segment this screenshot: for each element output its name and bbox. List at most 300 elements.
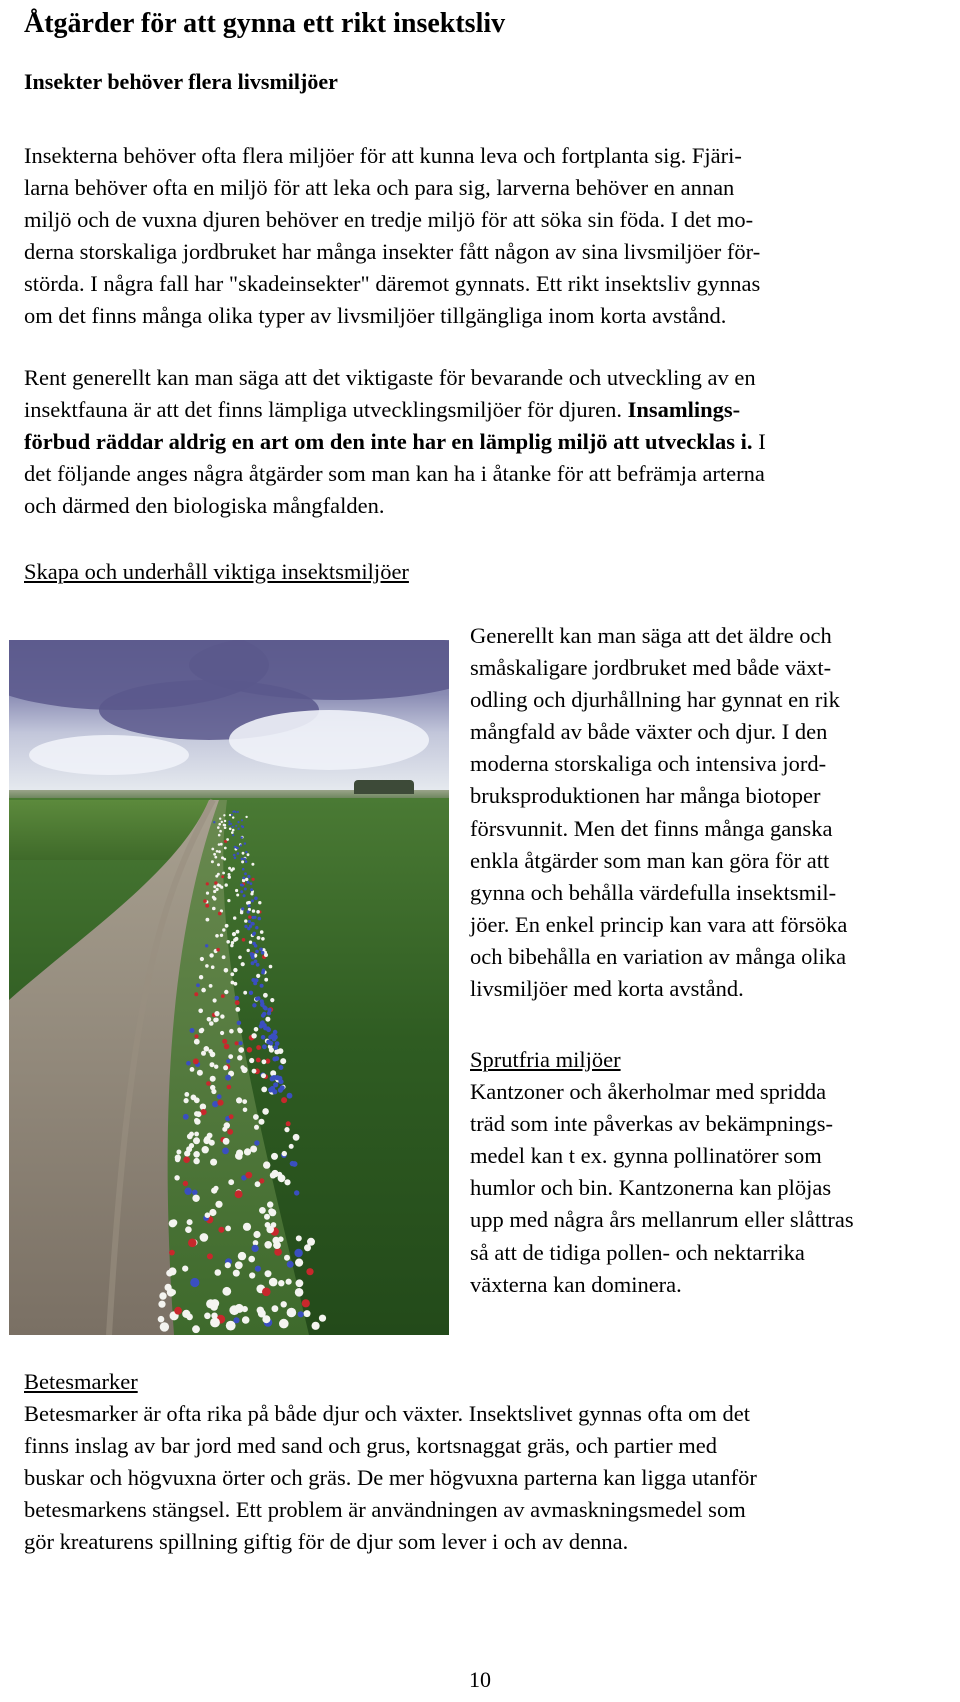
- photo-flower: [216, 948, 220, 952]
- photo-flower: [234, 996, 239, 1001]
- photo-flower: [272, 1305, 279, 1312]
- photo-flower: [281, 1097, 287, 1103]
- right-column-line: enkla åtgärder som man kan göra för att: [470, 847, 830, 873]
- photo-flower: [194, 1097, 200, 1103]
- photo-flower: [214, 881, 217, 884]
- photo-flower: [227, 1129, 233, 1135]
- photo-flower: [200, 1233, 209, 1242]
- emphasis-text: förbud räddar aldrig en art om den inte har en lämplig miljö att utvecklas i.: [24, 429, 753, 455]
- photo-flower: [228, 1054, 233, 1059]
- photo-road-and-flowers: [9, 640, 449, 1335]
- photo-flower: [205, 1212, 211, 1218]
- photo-flower: [274, 1248, 282, 1256]
- photo-flower: [235, 1304, 244, 1313]
- photo-flower: [306, 1268, 313, 1275]
- photo-flower: [256, 1058, 261, 1063]
- photo-flower: [251, 961, 255, 965]
- photo-flower: [264, 978, 268, 982]
- photo-flower: [240, 844, 242, 846]
- photo-flower: [220, 1014, 224, 1018]
- photo-flower: [219, 818, 221, 820]
- photo-flower: [267, 1201, 273, 1207]
- photo-flower: [207, 1253, 213, 1259]
- photo-flower: [250, 888, 253, 891]
- photo-flower: [224, 824, 226, 826]
- photo-flower: [234, 857, 237, 860]
- photo-flower: [218, 834, 221, 837]
- photo-flower: [197, 1070, 203, 1076]
- photo-flower: [160, 1322, 169, 1331]
- intro-line: larna behöver ofta en miljö för att leka och para sig, larverna behöver en annan: [24, 175, 735, 201]
- photo-flower: [230, 823, 232, 825]
- photo-flower: [259, 948, 263, 952]
- photo-flower: [184, 1092, 189, 1097]
- sprutfria-line: träd som inte påverkas av bekämpnings-: [470, 1111, 834, 1137]
- photo-flower: [222, 1039, 227, 1044]
- photo-flower: [183, 1114, 189, 1120]
- photo-flower: [249, 1272, 255, 1278]
- photo-flower: [260, 930, 264, 934]
- photo-flower: [249, 1058, 254, 1063]
- photo-flower: [289, 1144, 294, 1149]
- photo-flower: [219, 830, 222, 833]
- photo-flower: [204, 1313, 211, 1320]
- section-subtitle: Insekter behöver flera livsmiljöer: [24, 69, 338, 94]
- sprutfria-line: upp med några års mellanrum eller slåttras: [470, 1207, 854, 1233]
- photo-flower: [252, 1069, 257, 1074]
- page-number: 10: [469, 1667, 491, 1692]
- photo-flower: [243, 1223, 251, 1231]
- photo-flower: [298, 1311, 304, 1317]
- right-column-line: jöer. En enkel princip kan vara att försöka: [470, 911, 848, 937]
- general-text: insektfauna är att det finns lämpliga utvecklingsmiljöer för djuren.: [24, 397, 628, 423]
- photo-flower: [256, 910, 260, 914]
- photo-flower: [218, 843, 221, 846]
- photo-flower: [238, 828, 240, 830]
- photo-flower: [254, 897, 258, 901]
- photo-flower: [223, 1138, 230, 1145]
- photo-flower: [242, 852, 245, 855]
- betesmarker-line: betesmarkens stängsel. Ett problem är användningen av avmaskningsmedel som: [24, 1497, 746, 1523]
- photo-flower: [217, 1100, 223, 1106]
- photo-flower: [241, 858, 244, 861]
- photo-flower: [201, 988, 206, 993]
- right-column-paragraph: [470, 620, 950, 1005]
- photo-flower: [240, 884, 243, 887]
- photo-flower: [215, 1201, 222, 1208]
- photo-flower: [237, 811, 239, 813]
- photo-flower: [228, 867, 231, 870]
- photo-flower: [254, 1140, 259, 1145]
- photo-flower: [169, 1250, 175, 1256]
- photo-flower: [244, 1148, 251, 1155]
- photo-flower: [264, 953, 268, 957]
- photo-flower: [263, 1161, 270, 1168]
- photo-flower: [228, 876, 231, 879]
- photo-flower: [194, 1034, 198, 1038]
- photo-flower: [233, 1270, 240, 1277]
- photo-flower: [213, 897, 217, 901]
- photo-flower: [217, 873, 220, 876]
- photo-flower: [304, 1244, 311, 1251]
- photo-flower: [255, 950, 259, 954]
- photo-flower: [232, 829, 235, 832]
- photo-flower: [243, 991, 247, 995]
- photo-flower: [210, 1062, 215, 1067]
- photo-flower: [261, 1087, 267, 1093]
- general-line: det följande anges några åtgärder som man kan ha i åtanke för att befrämja arterna: [24, 461, 765, 487]
- photo-flower: [312, 1322, 320, 1330]
- photo-flower: [267, 1011, 271, 1015]
- photo-flower: [235, 1041, 239, 1045]
- photo-flower: [293, 1134, 300, 1141]
- photo-flower: [241, 907, 244, 910]
- photo-flower: [257, 936, 261, 940]
- photo-flower: [243, 894, 246, 897]
- photo-flower: [260, 1002, 264, 1006]
- photo-flower: [237, 847, 239, 849]
- photo-flower: [225, 1262, 231, 1268]
- photo-flower: [260, 1020, 264, 1024]
- photo-flower: [287, 1261, 294, 1268]
- section-heading: Skapa och underhåll viktiga insektsmiljöer: [24, 559, 409, 584]
- photo-flower: [272, 1057, 277, 1062]
- right-column-line: bruksproduktionen har många biotoper: [470, 783, 821, 809]
- sprutfria-line: växterna kan dominera.: [470, 1271, 682, 1297]
- photo-flower: [225, 924, 229, 928]
- general-line: Rent generellt kan man säga att det viktigaste för bevarande och utveckling av en: [24, 365, 756, 390]
- photo-flower: [221, 875, 224, 878]
- right-column-line: mångfald av både växter och djur. I den: [470, 719, 828, 745]
- photo-flower: [252, 909, 255, 912]
- photo-flower: [247, 853, 250, 856]
- photo-flower: [235, 1007, 240, 1012]
- photo-flower: [230, 944, 233, 947]
- photo-flower: [236, 930, 240, 934]
- photo-flower: [205, 964, 209, 968]
- photo-flower: [266, 1026, 271, 1031]
- photo-flower: [284, 1127, 289, 1132]
- photo-flower: [214, 856, 217, 859]
- photo-flower: [208, 1049, 213, 1054]
- right-column-line: gynna och behålla värdefulla insektsmil-: [470, 879, 837, 905]
- photo-flower: [242, 879, 245, 882]
- photo-flower: [238, 956, 242, 960]
- photo-flower: [186, 1146, 192, 1152]
- photo-flower: [241, 836, 243, 838]
- photo-flower: [287, 1093, 293, 1099]
- photo-flower: [217, 1094, 222, 1099]
- photo-flower: [210, 1085, 215, 1090]
- photo-flower: [258, 901, 261, 904]
- photo-flower: [242, 868, 245, 871]
- photo-flower: [224, 1044, 230, 1050]
- photo-flower: [225, 883, 228, 886]
- photo-flower: [279, 1319, 289, 1329]
- photo-flower: [224, 840, 227, 843]
- photo-flower: [241, 819, 243, 821]
- photo-flower: [200, 957, 204, 961]
- right-column-line: och bibehålla en variation av många olika: [470, 943, 847, 969]
- photo-flower: [243, 877, 246, 880]
- photo-flower: [213, 998, 217, 1002]
- photo-flower: [248, 904, 251, 907]
- photo-flower: [223, 1065, 228, 1070]
- photo-flower: [176, 1150, 181, 1155]
- photo-flower: [190, 1028, 195, 1033]
- photo-flower: [194, 1132, 199, 1137]
- photo-flower: [222, 1287, 231, 1296]
- photo-flower: [251, 899, 254, 902]
- betesmarker-line: finns inslag av bar jord med sand och grus, kortsnaggat gräs, och partier med: [24, 1433, 717, 1459]
- photo-flower: [282, 1151, 287, 1156]
- sprutfria-line: så att de tidiga pollen- och nektarrika: [470, 1239, 805, 1265]
- photo-flower: [216, 888, 219, 891]
- photo-flower: [229, 1114, 234, 1119]
- photo-flower: [222, 1148, 229, 1155]
- photo-flower: [230, 972, 234, 976]
- photo-flower: [211, 1313, 217, 1319]
- photo-flower: [222, 955, 226, 959]
- photo-flower: [245, 1172, 252, 1179]
- photo-flower: [254, 1125, 259, 1130]
- photo-flower: [250, 1146, 257, 1153]
- photo-flower: [224, 820, 226, 822]
- betesmarker-section: [24, 1366, 954, 1559]
- photo-flower: [224, 968, 229, 973]
- photo-flower: [241, 825, 243, 827]
- photo-flower: [236, 1153, 243, 1160]
- photo-flower: [255, 926, 258, 929]
- intro-line: om det finns många olika typer av livsmiljöer tillgängliga inom korta avstånd.: [24, 303, 727, 329]
- photo-flower: [247, 949, 250, 952]
- photo-flower: [166, 1270, 173, 1277]
- photo-flower: [294, 1249, 302, 1257]
- photo-flower: [228, 821, 230, 823]
- intro-line: störda. I några fall har "skadeinsekter" däremot gynnats. Ett rikt insektsliv gynnas: [24, 271, 761, 297]
- photo-flower: [182, 1310, 190, 1318]
- photo-flower: [245, 878, 248, 881]
- photo-flower: [253, 1231, 260, 1238]
- photo-flower: [264, 1241, 272, 1249]
- photo-flower: [258, 917, 262, 921]
- general-line: och därmed den biologiska mångfalden.: [24, 493, 385, 519]
- betesmarker-line: buskar och högvuxna örter och gräs. De mer högvuxna parterna kan ligga utanför: [24, 1465, 757, 1491]
- photo-flower: [158, 1301, 165, 1308]
- photo-flower: [213, 853, 216, 856]
- photo-flower: [235, 1261, 243, 1269]
- right-column-line: odling och djurhållning har gynnat en rik: [470, 687, 840, 713]
- photo-flower: [232, 932, 236, 936]
- photo-flower: [220, 1031, 224, 1035]
- photo-flower: [232, 867, 235, 870]
- photo-flower: [252, 1245, 259, 1252]
- photo-flower: [261, 1035, 266, 1040]
- photo-flower: [211, 965, 215, 969]
- photo-flower: [247, 910, 250, 913]
- photo-flower: [238, 1047, 244, 1053]
- general-paragraph: [24, 362, 954, 522]
- photo-flower: [232, 816, 234, 818]
- photo-flower: [206, 892, 209, 895]
- photo-flower: [237, 821, 239, 823]
- photo-flower: [193, 1151, 200, 1158]
- photo-flower: [212, 907, 216, 911]
- photo-flower: [244, 919, 247, 922]
- right-column-line: Generellt kan man säga att det äldre och: [470, 623, 832, 648]
- intro-line: derna storskaliga jordbruket har många insekter fått någon av sina livsmiljöer för-: [24, 239, 761, 265]
- photo-flower: [211, 1188, 217, 1194]
- photo-flower: [238, 1252, 246, 1260]
- photo-flower: [256, 1045, 261, 1050]
- photo-flower: [194, 1039, 200, 1045]
- photo-flower: [237, 1028, 241, 1032]
- photo-flower: [233, 854, 236, 857]
- photo-flower: [250, 882, 253, 885]
- photo-flower: [253, 1114, 259, 1120]
- betesmarker-heading: Betesmarker: [24, 1369, 138, 1394]
- photo-flower: [295, 1288, 304, 1297]
- photo-flower: [226, 838, 229, 841]
- photo-flower: [239, 1041, 243, 1045]
- photo-flower: [255, 1181, 261, 1187]
- photo-flower: [235, 1000, 240, 1005]
- photo-flower: [215, 1269, 222, 1276]
- photo-flower: [245, 860, 248, 863]
- photo-flower: [302, 1299, 310, 1307]
- photo-flower: [231, 941, 234, 944]
- photo-flower: [224, 847, 227, 850]
- photo-flower: [206, 882, 209, 885]
- photo-flower: [236, 1097, 242, 1103]
- photo-flower: [259, 1207, 266, 1214]
- photo-flower: [229, 828, 232, 831]
- photo-flower: [182, 1266, 188, 1272]
- photo-flower: [273, 1045, 278, 1050]
- photo-flower: [292, 1161, 298, 1167]
- photo-flower: [244, 842, 246, 844]
- photo-flower: [231, 831, 234, 834]
- photo-flower: [167, 1288, 175, 1296]
- betesmarker-line: Betesmarker är ofta rika på både djur och växter. Insektslivet gynnas ofta om det: [24, 1401, 750, 1427]
- photo-flower: [249, 991, 253, 995]
- intro-line: miljö och de vuxna djuren behöver en tredje miljö för att söka sin föda. I det mo-: [24, 207, 754, 233]
- photo-flower: [240, 890, 243, 893]
- photo-flower: [218, 1227, 224, 1233]
- photo-flower: [209, 1021, 214, 1026]
- photo-flower: [237, 1055, 242, 1060]
- photo-flower: [281, 1301, 287, 1307]
- photo-flower: [226, 940, 230, 944]
- photo-flower: [280, 1058, 286, 1064]
- photo-flower: [158, 1316, 165, 1323]
- photo-flower: [287, 1308, 297, 1318]
- photo-flower: [244, 888, 247, 891]
- sprutfria-section: [470, 1044, 950, 1301]
- photo-flower: [268, 1087, 273, 1092]
- photo-flower: [194, 1111, 199, 1116]
- photo-flower: [222, 928, 225, 931]
- photo-flower: [269, 1278, 278, 1287]
- photo-flower: [269, 965, 273, 969]
- right-column-line: försvunnit. Men det finns många ganska: [470, 815, 833, 841]
- photo-flower: [226, 1059, 230, 1063]
- photo-flower: [193, 1137, 200, 1144]
- photo-flower: [278, 1236, 284, 1242]
- photo-flower: [319, 1315, 326, 1322]
- photo-flower: [217, 863, 220, 866]
- photo-flower: [194, 992, 198, 996]
- intro-line: Insekterna behöver ofta flera miljöer för att kunna leva och fortplanta sig. Fjäri-: [24, 143, 742, 168]
- photo-flower: [284, 1255, 290, 1261]
- photo-flower: [261, 1013, 265, 1017]
- photo-flower: [265, 1270, 272, 1277]
- photo-flower: [261, 937, 265, 941]
- photo-flower: [186, 1061, 191, 1066]
- photo-flower: [192, 1195, 199, 1202]
- photo-flower: [209, 984, 213, 988]
- photo-flower: [269, 1041, 274, 1046]
- photo-flower: [244, 872, 247, 875]
- photo-flower: [264, 1214, 270, 1220]
- photo-flower: [210, 1159, 217, 1166]
- photo-flower: [277, 1076, 282, 1081]
- photo-flower: [268, 1035, 273, 1040]
- photo-flower: [251, 922, 254, 925]
- photo-flower: [231, 814, 233, 816]
- field-road-photo: [9, 640, 449, 1335]
- photo-flower: [207, 1017, 212, 1022]
- photo-flower: [206, 918, 210, 922]
- photo-flower: [203, 1137, 210, 1144]
- photo-flower: [271, 1170, 278, 1177]
- general-line: [24, 394, 954, 426]
- photo-flower: [252, 1003, 256, 1007]
- photo-flower: [241, 962, 245, 966]
- right-column-line: småskaligare jordbruket med både växt-: [470, 655, 832, 681]
- photo-flower: [203, 899, 207, 903]
- photo-flower: [265, 1017, 270, 1022]
- photo-flower: [224, 826, 227, 829]
- photo-flower: [254, 1027, 259, 1032]
- photo-flower: [237, 852, 240, 855]
- general-text: I: [752, 429, 766, 455]
- photo-flower: [280, 1085, 285, 1090]
- photo-flower: [255, 1266, 261, 1272]
- photo-flower: [278, 1280, 284, 1286]
- photo-flower: [184, 1188, 191, 1195]
- photo-flower: [229, 814, 231, 816]
- photo-flower: [261, 1073, 266, 1078]
- right-column-line: moderna storskaliga och intensiva jord-: [470, 751, 827, 777]
- photo-flower: [235, 825, 237, 827]
- photo-flower: [220, 843, 223, 846]
- photo-flower: [213, 1018, 218, 1023]
- photo-flower: [273, 1082, 278, 1087]
- photo-flower: [235, 811, 237, 813]
- photo-flower: [227, 1085, 232, 1090]
- sprutfria-heading: Sprutfria miljöer: [470, 1047, 621, 1072]
- photo-flower: [252, 942, 256, 946]
- photo-flower: [159, 1292, 166, 1299]
- photo-flower: [249, 941, 252, 944]
- photo-flower: [175, 1155, 181, 1161]
- photo-flower: [193, 1158, 199, 1164]
- photo-flower: [273, 1030, 278, 1035]
- photo-flower: [262, 1288, 271, 1297]
- photo-flower: [242, 1099, 247, 1104]
- photo-flower: [183, 1181, 188, 1186]
